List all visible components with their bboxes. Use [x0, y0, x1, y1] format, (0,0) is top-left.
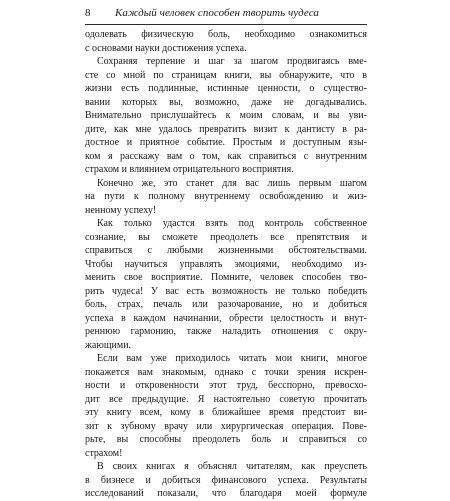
text-line: сте со мной по страницам книги, вы обнаружите, что в: [85, 69, 367, 81]
header-rule: [85, 24, 367, 25]
text-line: одолевать физическую боль, необходимо ознакомиться: [85, 29, 367, 40]
text-line: Чтобы научиться управлять эмоциями, необходимо из-: [85, 258, 367, 270]
text-line: с основами науки достижения успеха.: [85, 42, 247, 54]
text-line: эту книгу всем, кому в ближайшее время предстоит ви-: [85, 407, 367, 418]
text-line: менить свое восприятие. Помните, человек способен тво-: [85, 272, 367, 283]
text-line: рить чудеса! У вас есть возможность не только победить: [85, 285, 367, 297]
text-line: зит к зубному врачу или хирургическая операция. Пове-: [85, 420, 367, 432]
text-line: вании которых вы, возможно, даже не догадывались.: [85, 96, 367, 108]
text-line: Конечно же, это станет для вас лишь первым шагом: [97, 177, 367, 189]
text-line: сознание, вы сможете преодолеть все препятствия и: [85, 231, 367, 243]
text-line: на пути к полному внутреннему освобождению и жиз-: [85, 191, 367, 202]
body-text: [85, 28, 367, 501]
text-line: покажется вам знакомым, однако с точки зрения искрен-: [85, 366, 367, 378]
text-line: Если вам уже приходилось читать мои книги, многое: [97, 353, 367, 364]
text-line: жизни есть подлинные, истинные ценности, о существо-: [85, 83, 367, 94]
text-line: ности и откровенности этот труд, бесспорно, превосхо-: [85, 380, 367, 391]
text-line: реннюю гармонию, также наладить отношения с окру-: [85, 326, 367, 337]
text-line: страхом!: [85, 447, 123, 459]
text-line: Сохраняя терпение и шаг за шагом продвигаясь вме-: [97, 56, 367, 67]
text-line: дит все предыдущие. Я настоятельно советую прочитать: [85, 393, 367, 405]
text-line: Как только удастся взять под контроль собственное: [97, 218, 367, 229]
text-line: исследований показали, что благодаря моей формуле: [85, 488, 367, 499]
page-number: 8: [85, 7, 91, 19]
text-line: в бизнесе и добиться финансового успеха. Результаты: [85, 474, 367, 486]
text-line: дите, как мне удалось превратить визит к дантисту в ра-: [85, 123, 367, 135]
text-line: рьте, вы способны преодолеть боль и справиться со: [85, 434, 367, 445]
text-line: достное и приятное событие. Простым и доступным язы-: [85, 137, 367, 148]
text-line: справиться с любыми жизненными обстоятельствами.: [85, 245, 367, 256]
text-line: страхом и влиянием отрицательного восприятия.: [85, 164, 294, 175]
running-head: [85, 5, 367, 21]
text-line: ком я расскажу вам о том, как справиться с внутренним: [85, 150, 367, 162]
text-line: жающими.: [85, 339, 132, 351]
text-line: успеха в каждом начинании, обрести целостность и внут-: [85, 312, 367, 324]
text-line: В своих книгах я объяснял читателям, как преуспеть: [97, 461, 367, 472]
text-line: Внимательно прислушайтесь к моим словам, и вы уви-: [85, 110, 367, 121]
text-line: боль, страх, печаль или разочарование, но и добиться: [85, 299, 367, 310]
text-line: ненному успеху!: [85, 204, 157, 216]
running-head-title: Каждый человек способен творить чудеса: [115, 7, 319, 19]
